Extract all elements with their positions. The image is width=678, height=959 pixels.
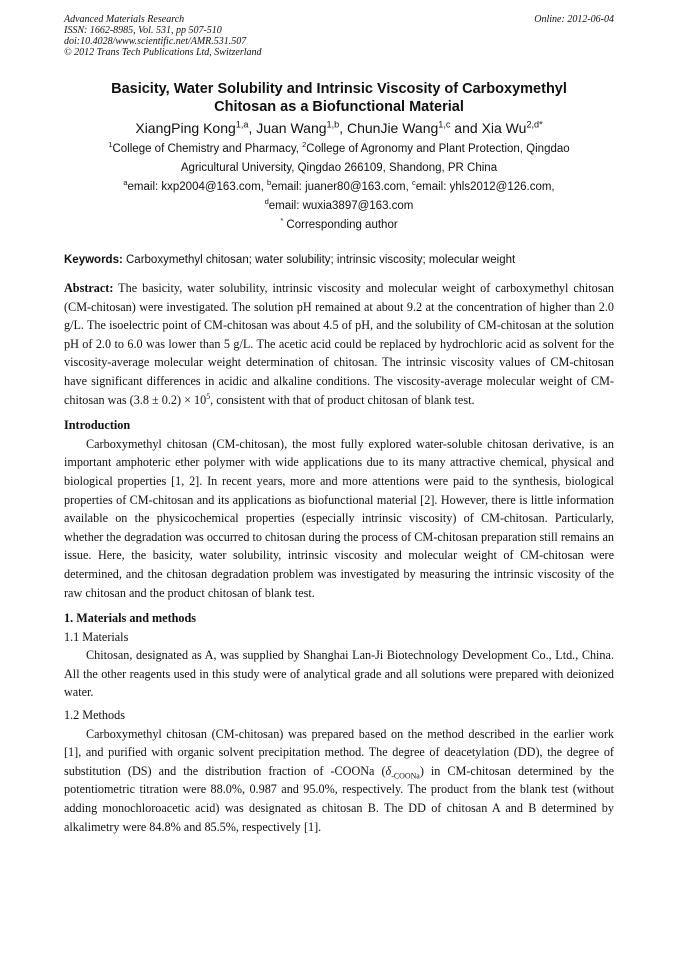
- author-superscript: 1,c: [438, 119, 451, 130]
- methods-paragraph: [64, 725, 614, 837]
- journal-doi: doi:10.4028/www.scientific.net/AMR.531.507: [64, 36, 247, 47]
- abstract-paragraph: [64, 279, 614, 409]
- delta-subscript: -COONa: [391, 771, 420, 781]
- email-link[interactable]: email: juaner80@163.com,: [271, 181, 413, 193]
- email-superscript: a: [123, 178, 128, 188]
- journal-issn: ISSN: 1662-8985, Vol. 531, pp 507-510: [64, 25, 222, 36]
- affiliation-line-2: Agricultural University, Qingdao 266109, Shandong, PR China: [180, 162, 498, 174]
- author-list: [64, 118, 614, 138]
- delta-symbol: δ: [385, 763, 392, 778]
- author-superscript: 1,a: [235, 119, 249, 130]
- journal-name: Advanced Materials Research: [64, 14, 185, 25]
- affiliation-text: College of Chemistry and Pharmacy,: [112, 143, 303, 155]
- abstract-exponent: 5: [206, 391, 211, 401]
- paper-title: [64, 80, 614, 116]
- methods-text-end: ) in CM-chitosan determined by the potentiometric titration were 88.0%, 0.987 and 95.0%, respectively. The product from the blank test (without adding monochloroacetic acid) was designated as chitosan B. The DD of chitosan A and B determined by alkalimetry were 84.8% and 85.5%, respectively [1].: [64, 763, 614, 834]
- author-name: Juan Wang: [256, 120, 327, 136]
- email-superscript: b: [267, 178, 272, 188]
- email-line-2: [64, 197, 614, 216]
- email-link[interactable]: email: yhls2012@126.com,: [415, 181, 555, 193]
- author-separator: ,: [248, 120, 257, 136]
- abstract-label: Abstract:: [64, 281, 114, 295]
- author-separator: and: [450, 120, 482, 136]
- subsection-1-2-heading: 1.2 Methods: [64, 708, 125, 723]
- title-line-2: Chitosan as a Biofunctional Material: [214, 99, 464, 115]
- paper-page: [64, 14, 614, 836]
- email-link[interactable]: email: kxp2004@163.com,: [127, 181, 268, 193]
- corresponding-author-note: [64, 216, 614, 235]
- email-superscript: c: [412, 178, 416, 188]
- author-name: Xia Wu: [481, 120, 527, 136]
- author-name: ChunJie Wang: [346, 120, 439, 136]
- affiliation-superscript: 1: [108, 140, 113, 150]
- asterisk-mark: *: [280, 216, 284, 226]
- email-line-1: [64, 178, 614, 197]
- author-superscript: 1,b: [326, 119, 340, 130]
- methods-text: Carboxymethyl chitosan (CM-chitosan) was prepared based on the method described in the earlier work [1], and purified with organic solvent precipitation method. The degree of deacetylation (DD), the degree of substitution (DS) and the distribution fraction of -COONa (: [64, 726, 614, 778]
- materials-paragraph: Chitosan, designated as A, was supplied by Shanghai Lan-Ji Biotechnology Development Co., Ltd., China. All the other reagents used in this study were of analytical grade and all solutions were prepared with deionized water.: [64, 648, 614, 700]
- keywords-text: Carboxymethyl chitosan; water solubility; intrinsic viscosity; molecular weight: [122, 254, 516, 266]
- affiliation-superscript: 2: [302, 140, 307, 150]
- author-separator: ,: [339, 120, 347, 136]
- introduction-heading: Introduction: [64, 418, 131, 433]
- author-superscript: 2,d*: [526, 119, 543, 130]
- journal-copyright: © 2012 Trans Tech Publications Ltd, Switzerland: [64, 47, 262, 58]
- email-link[interactable]: email: wuxia3897@163.com: [268, 200, 414, 212]
- introduction-paragraph: Carboxymethyl chitosan (CM-chitosan), the most fully explored water-soluble chitosan derivative, is an important amphoteric ether polymer with wide applications due to its many attractive chemical, physical and biological properties [1, 2]. In recent years, more and more attentions were paid to the synthesis, biological properties of CM-chitosan and its applications as biofunctional material [2]. However, there is little information available on the physicochemical properties (especially intrinsic viscosity) of CM-chitosan. Particularly, whether the degradation was occurred to chitosan during the process of CM-chitosan preparation still remains an issue. Here, the basicity, water solubility, intrinsic viscosity and molecular weight of CM-chitosan were determined, and the chitosan degradation problem was investigated by measuring the intrinsic viscosity of the raw chitosan and the product chitosan of blank test.: [64, 436, 614, 600]
- author-name: XiangPing Kong: [135, 120, 236, 136]
- abstract-text-end: , consistent with that of product chitosan of blank test.: [210, 392, 475, 407]
- affiliations: [64, 140, 614, 235]
- title-line-1: Basicity, Water Solubility and Intrinsic Viscosity of Carboxymethyl: [111, 81, 567, 97]
- keywords-label: Keywords:: [64, 254, 123, 266]
- online-date: Online: 2012-06-04: [534, 14, 614, 25]
- corresponding-text: Corresponding author: [283, 219, 398, 231]
- section-1-heading: 1. Materials and methods: [64, 611, 197, 626]
- journal-header: [64, 14, 614, 70]
- affiliation-text: College of Agronomy and Plant Protection, Qingdao: [306, 143, 570, 155]
- email-superscript: d: [264, 197, 269, 207]
- affiliation-line-1: [64, 140, 614, 159]
- journal-info: [64, 14, 614, 58]
- subsection-1-1-heading: 1.1 Materials: [64, 629, 129, 644]
- abstract-text: The basicity, water solubility, intrinsic viscosity and molecular weight of carboxymethyl chitosan (CM-chitosan) were investigated. The solution pH remained at about 9.2 at the concentration of higher than 2.0 g/L. The isoelectric point of CM-chitosan was about 4.5 of pH, and the solubility of CM-chitosan at the solution pH of 2.0 to 6.0 was lower than 5 g/L. The acetic acid could be replaced by hydrochloric acid as solvent for the viscosity-average molecular weight determination of chitosan. The intrinsic viscosity values of CM-chitosan have significant differences in acidic and alkaline conditions. The viscosity-average molecular weight of CM-chitosan was (3.8 ± 0.2) × 10: [64, 281, 614, 407]
- keywords: [64, 252, 614, 268]
